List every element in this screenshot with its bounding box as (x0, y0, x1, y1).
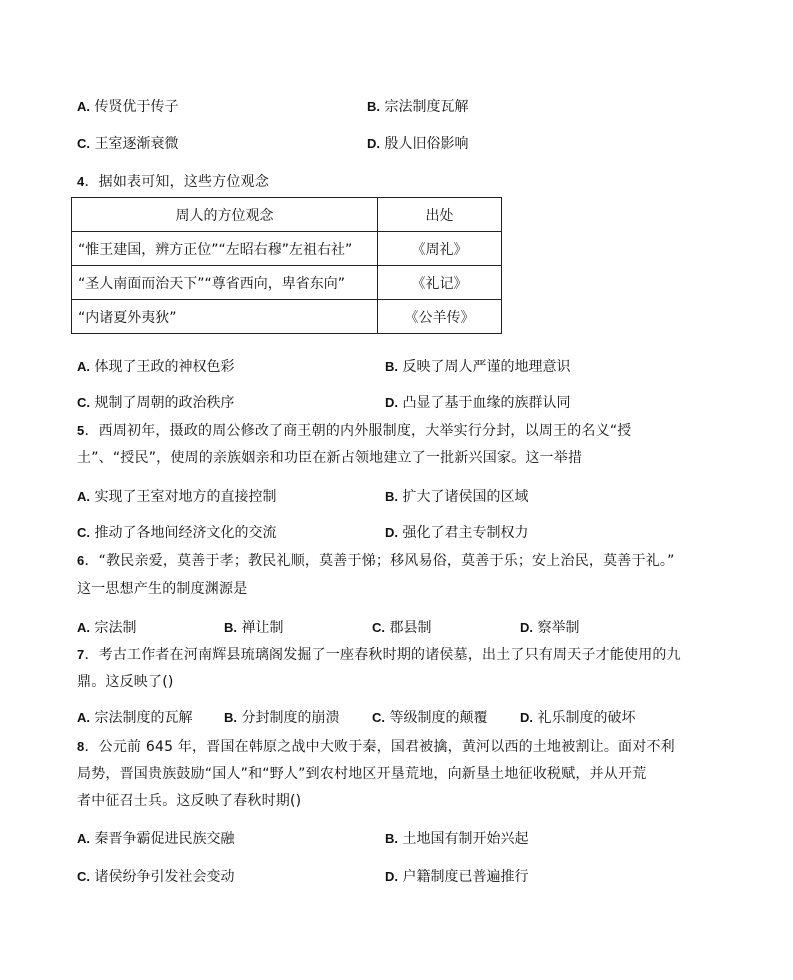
option-label: B. (367, 99, 380, 114)
option-label: C. (77, 525, 90, 540)
option-label: D. (520, 620, 533, 635)
option-text: 规制了周朝的政治秩序 (94, 395, 235, 411)
option-label: A. (77, 99, 90, 114)
q3-option-c (77, 133, 178, 153)
option-label: C. (77, 136, 90, 151)
option-text: 扩大了诸侯国的区域 (402, 489, 529, 505)
table-cell-concept: “圣人南面而治天下”“尊省西向，卑省东向” (72, 266, 378, 300)
question-number: 6 (77, 553, 85, 568)
question-text: ．公元前 645 年，晋国在韩原之战中大败于秦，国君被擒，黄河以西的土地被割让。面对不利 (84, 739, 675, 755)
q8-stem-line3: 者中征召士兵。这反映了春秋时期() (77, 793, 302, 809)
q3-option-a (77, 96, 178, 116)
q7-option-b (224, 707, 339, 727)
option-label: D. (367, 136, 380, 151)
option-text: 分封制度的崩溃 (241, 710, 340, 726)
q6-stem-line1 (77, 550, 675, 570)
q4-stem (77, 171, 269, 191)
option-label: B. (224, 620, 237, 635)
option-label: C. (372, 620, 385, 635)
q4-option-d (385, 392, 570, 412)
q8-option-c (77, 866, 234, 886)
option-text: 殷人旧俗影响 (384, 136, 469, 152)
q7-option-c (372, 707, 487, 727)
q6-stem-line2: 这一思想产生的制度渊源是 (77, 581, 248, 597)
option-text: 推动了各地间经济文化的交流 (94, 525, 277, 541)
option-label: A. (77, 359, 90, 374)
question-text: ．西周初年，摄政的周公修改了商王朝的内外服制度，大举实行分封，以周王的名义“授 (84, 423, 632, 439)
question-number: 8 (77, 739, 85, 754)
table-cell-concept: “惟王建国，辨方正位”“左昭右穆”左祖右社” (72, 232, 378, 266)
q8-option-a (77, 828, 234, 848)
option-text: 宗法制度瓦解 (384, 99, 469, 115)
option-text: 礼乐制度的破坏 (537, 710, 636, 726)
table-cell-source: 《周礼》 (378, 232, 502, 266)
question-number: 7 (77, 647, 85, 662)
q7-stem-line2: 鼎。这反映了() (77, 674, 174, 690)
option-text: 察举制 (537, 620, 580, 636)
option-text: 宗法制度的瓦解 (94, 710, 193, 726)
q5-stem-line1 (77, 420, 632, 440)
table-row (72, 266, 502, 300)
table-cell-source: 《公羊传》 (378, 300, 502, 334)
option-text: 户籍制度已普遍推行 (402, 869, 529, 885)
option-text: 诸侯纷争引发社会变动 (94, 869, 235, 885)
option-label: C. (372, 710, 385, 725)
option-label: B. (224, 710, 237, 725)
option-label: B. (385, 359, 398, 374)
option-text: 体现了王政的神权色彩 (94, 359, 235, 375)
direction-concept-table (71, 197, 502, 334)
option-label: A. (77, 620, 90, 635)
q7-option-a (77, 707, 192, 727)
option-label: C. (77, 395, 90, 410)
q7-stem-line1 (77, 644, 681, 664)
question-number: 4 (77, 174, 85, 189)
option-label: D. (385, 869, 398, 884)
q6-option-c (372, 617, 431, 637)
table-header-source: 出处 (378, 198, 502, 232)
table-cell-concept: “内诸夏外夷狄” (72, 300, 378, 334)
option-text: 传贤优于传子 (94, 99, 179, 115)
question-text: ．考古工作者在河南辉县琉璃阁发掘了一座春秋时期的诸侯墓，出土了只有周天子才能使用的九 (84, 647, 681, 663)
option-text: 等级制度的颠覆 (389, 710, 488, 726)
option-label: D. (385, 395, 398, 410)
option-label: C. (77, 869, 90, 884)
q4-option-a (77, 356, 234, 376)
q4-option-c (77, 392, 234, 412)
q3-option-d (367, 133, 468, 153)
option-text: 反映了周人严谨的地理意识 (402, 359, 571, 375)
option-label: B. (385, 489, 398, 504)
option-text: 秦晋争霸促进民族交融 (94, 831, 235, 847)
q6-option-b (224, 617, 283, 637)
option-text: 禅让制 (241, 620, 284, 636)
option-text: 土地国有制开始兴起 (402, 831, 529, 847)
q5-stem-line2: 土”、“授民”，使周的亲族姻亲和功臣在新占领地建立了一批新兴国家。这一举措 (77, 450, 583, 466)
table-cell-source: 《礼记》 (378, 266, 502, 300)
option-text: 宗法制 (94, 620, 137, 636)
q8-option-b (385, 828, 528, 848)
q8-stem-line1 (77, 736, 675, 756)
option-label: A. (77, 831, 90, 846)
option-label: A. (77, 710, 90, 725)
q4-option-b (385, 356, 570, 376)
q7-option-d (520, 707, 635, 727)
table-header-concept: 周人的方位观念 (72, 198, 378, 232)
option-text: 郡县制 (389, 620, 432, 636)
table-row (72, 300, 502, 334)
question-text: ．据如表可知，这些方位观念 (84, 174, 270, 190)
option-label: B. (385, 831, 398, 846)
q8-stem-line2: 局势，晋国贵族鼓励“国人”和“野人”到农村地区开垦荒地，向新垦土地征收税赋，并从开荒 (77, 766, 647, 782)
table-header-row (72, 198, 502, 232)
option-text: 凸显了基于血缘的族群认同 (402, 395, 571, 411)
q5-option-c (77, 522, 276, 542)
option-text: 王室逐渐衰微 (94, 136, 179, 152)
question-text: ．“教民亲爱，莫善于孝；教民礼顺，莫善于悌；移风易俗，莫善于乐；安上治民，莫善于礼。” (84, 553, 675, 569)
q8-option-d (385, 866, 528, 886)
q5-option-d (385, 522, 528, 542)
q3-option-b (367, 96, 468, 116)
q5-option-a (77, 486, 276, 506)
option-label: D. (520, 710, 533, 725)
table-row (72, 232, 502, 266)
option-label: D. (385, 525, 398, 540)
q6-option-a (77, 617, 136, 637)
q5-option-b (385, 486, 528, 506)
option-text: 实现了王室对地方的直接控制 (94, 489, 277, 505)
option-text: 强化了君主专制权力 (402, 525, 529, 541)
question-number: 5 (77, 423, 85, 438)
q6-option-d (520, 617, 579, 637)
option-label: A. (77, 489, 90, 504)
